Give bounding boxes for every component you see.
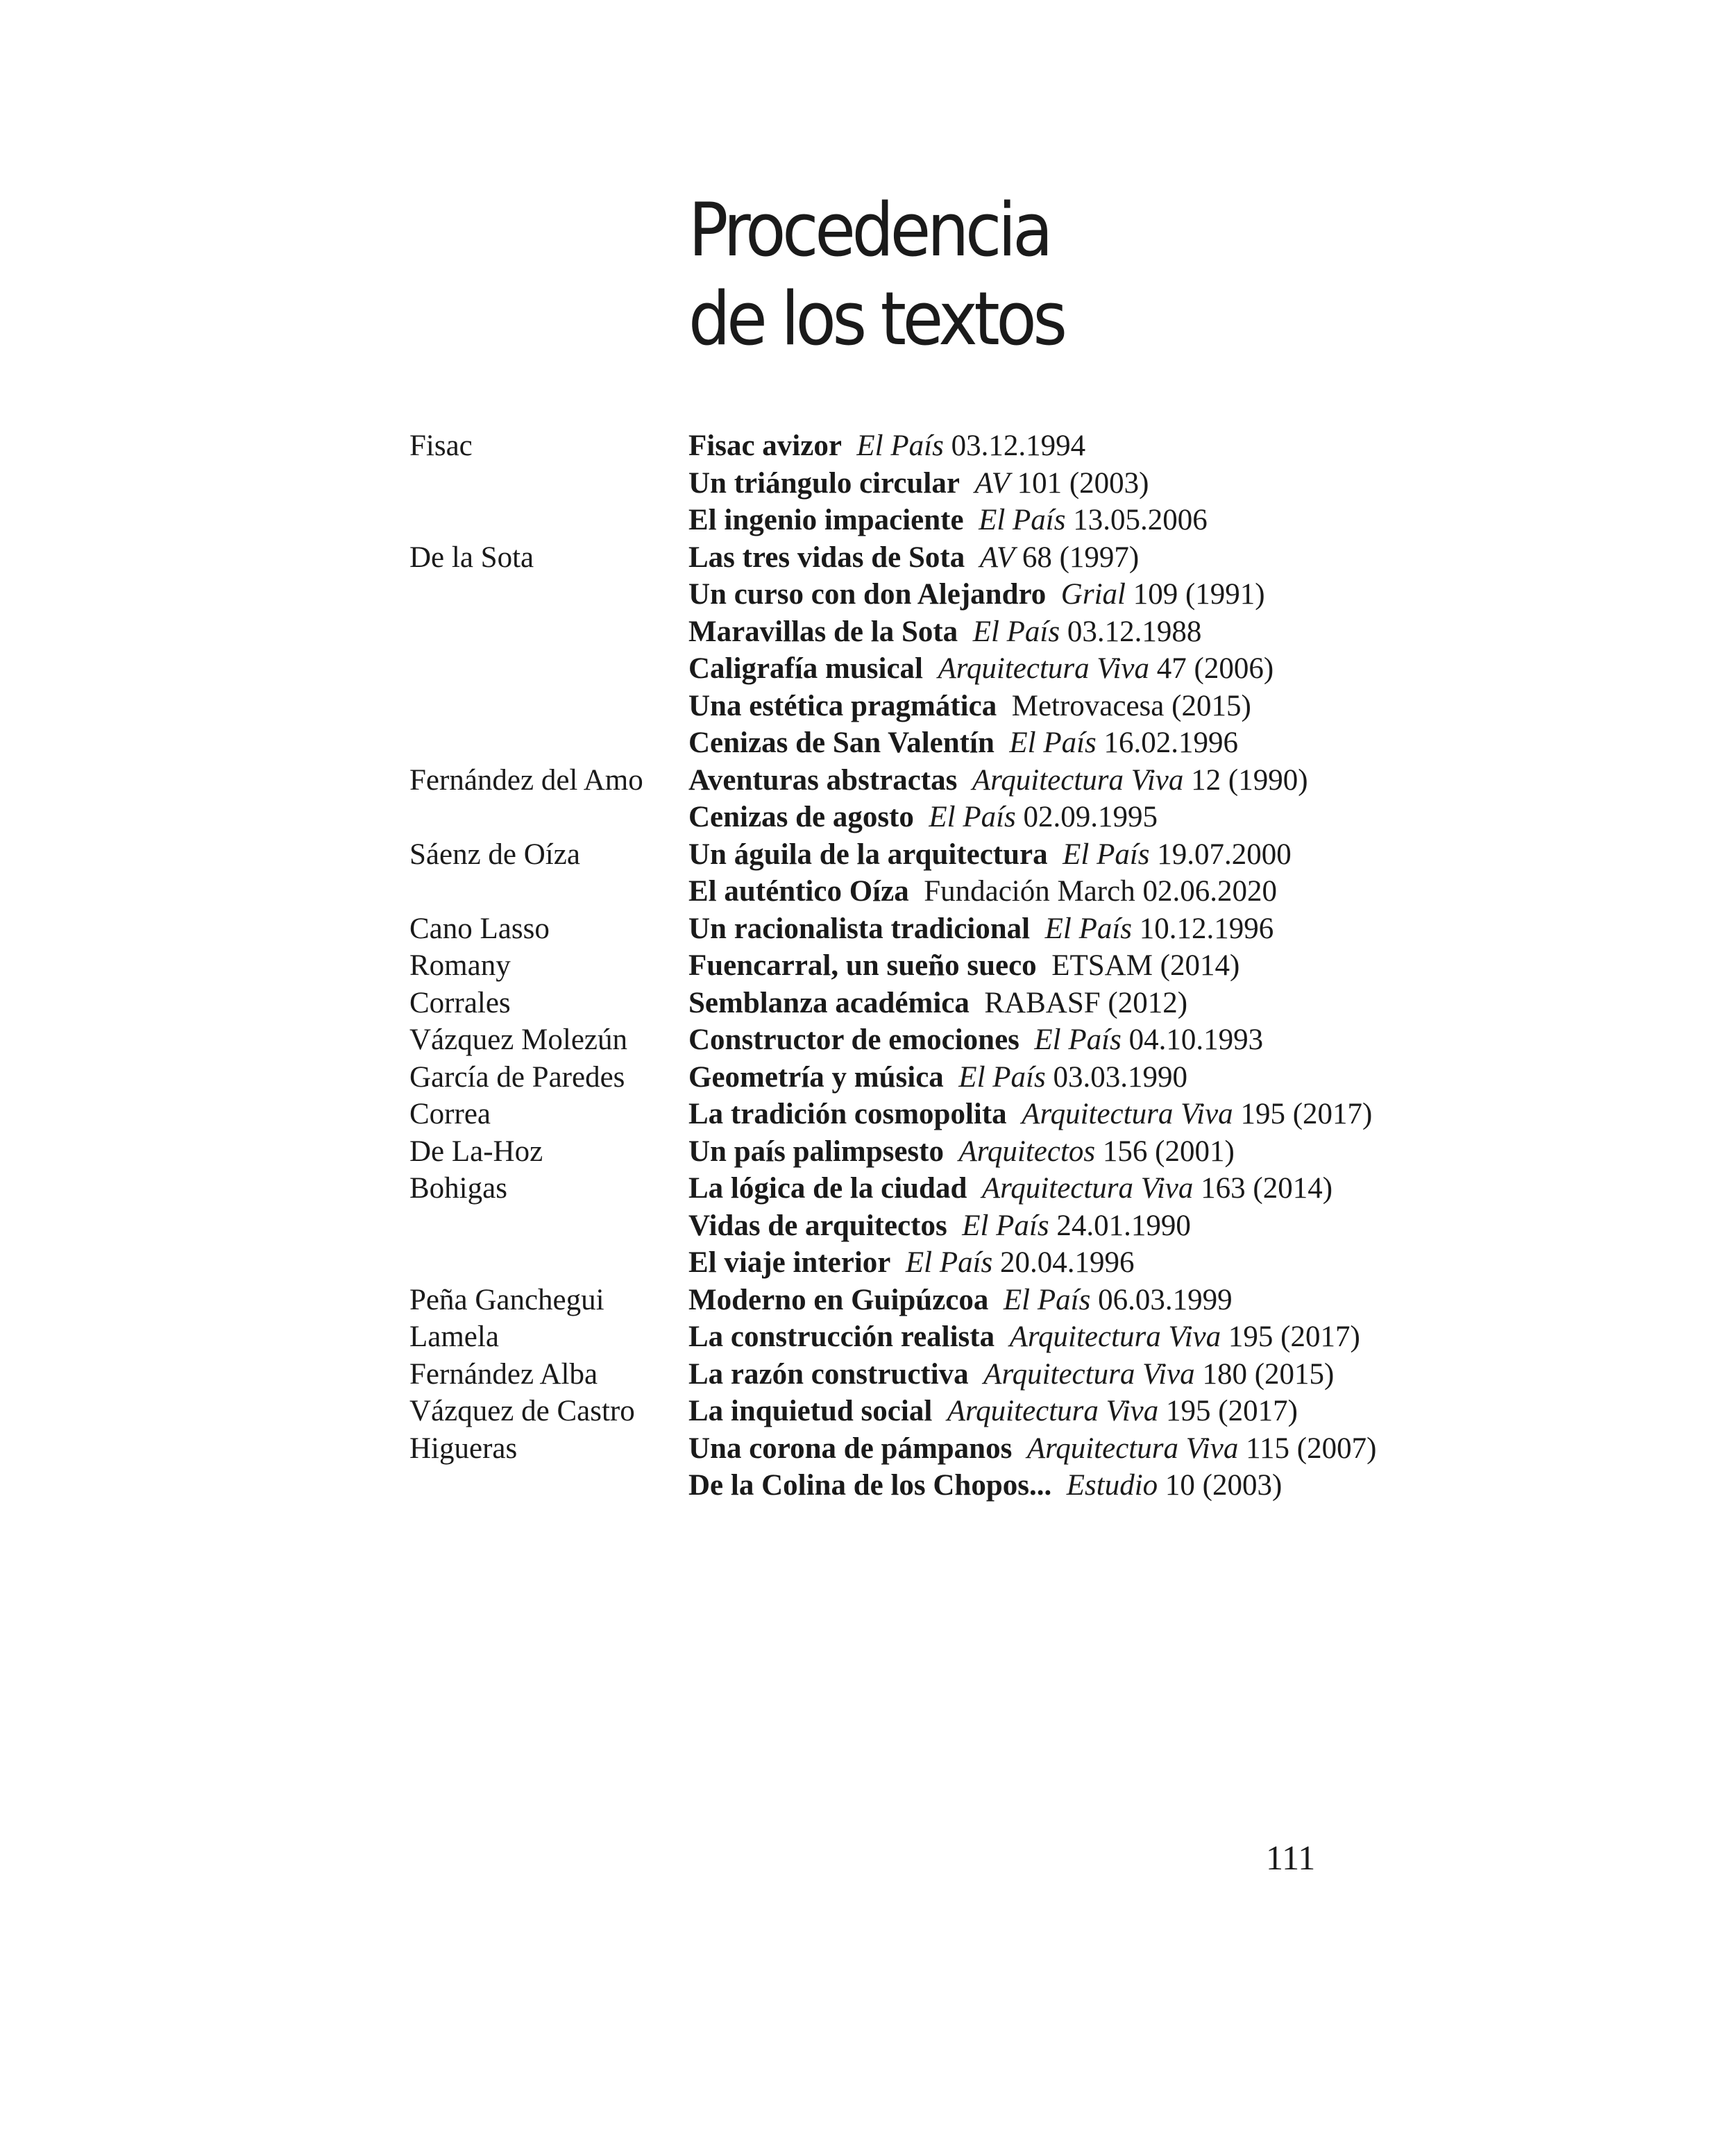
entry-title: Maravillas de la Sota bbox=[688, 615, 958, 648]
entry-detail: 109 (1991) bbox=[1133, 578, 1265, 611]
entry-author: Corrales bbox=[409, 986, 511, 1019]
entry-source: El País bbox=[856, 430, 944, 462]
entry-author: Cano Lasso bbox=[409, 912, 550, 945]
entry-work bbox=[688, 1133, 1416, 1171]
entry-work bbox=[688, 539, 1416, 577]
entry-source: El País bbox=[972, 615, 1060, 648]
entry-source: Arquitectura Viva bbox=[972, 763, 1184, 797]
entry-title: Un águila de la arquitectura bbox=[688, 838, 1048, 871]
entry-detail: 115 (2007) bbox=[1246, 1432, 1377, 1465]
entry-work bbox=[688, 1430, 1416, 1468]
entry-detail: 10 (2003) bbox=[1165, 1469, 1283, 1502]
entry-work bbox=[688, 910, 1416, 948]
entry-detail: 03.12.1988 bbox=[1067, 615, 1202, 648]
entry-work bbox=[688, 947, 1416, 985]
entry-source: El País bbox=[929, 801, 1016, 833]
entry-source: Arquitectura Viva bbox=[947, 1395, 1159, 1427]
entry-title: Semblanza académica bbox=[688, 986, 970, 1019]
entry-source: AV bbox=[974, 466, 1010, 500]
entry-source: AV bbox=[979, 541, 1015, 574]
entry-author bbox=[409, 799, 688, 836]
entry-source: Arquitectura Viva bbox=[981, 1172, 1194, 1205]
list-item bbox=[409, 1430, 1416, 1468]
entry-author: Fernández Alba bbox=[409, 1357, 598, 1391]
list-item bbox=[409, 1059, 1416, 1096]
entry-title: Cenizas de San Valentín bbox=[688, 727, 995, 759]
entry-work bbox=[688, 1021, 1416, 1059]
entry-author: Correa bbox=[409, 1098, 491, 1130]
entry-author bbox=[409, 1244, 688, 1282]
entry-title: Un racionalista tradicional bbox=[688, 912, 1031, 945]
sources-list bbox=[409, 427, 1416, 1504]
entry-source: El País bbox=[979, 504, 1066, 536]
entry-work bbox=[688, 1170, 1416, 1207]
entry-author bbox=[409, 613, 688, 651]
entry-detail: 101 (2003) bbox=[1017, 466, 1149, 500]
list-item bbox=[409, 576, 1416, 613]
entry-detail: 13.05.2006 bbox=[1073, 504, 1208, 536]
entry-title: Caligrafía musical bbox=[688, 652, 923, 685]
entry-author: García de Paredes bbox=[409, 1060, 625, 1094]
entry-author bbox=[409, 873, 688, 910]
entry-work bbox=[688, 1356, 1416, 1393]
entry-work bbox=[688, 1467, 1416, 1504]
entry-work bbox=[688, 873, 1416, 910]
list-item bbox=[409, 1318, 1416, 1356]
list-item bbox=[409, 1356, 1416, 1393]
entry-detail: 04.10.1993 bbox=[1128, 1024, 1264, 1056]
page-number: 111 bbox=[1266, 1838, 1316, 1877]
entry-title: Vidas de arquitectos bbox=[688, 1209, 947, 1242]
list-item bbox=[409, 799, 1416, 836]
entry-work bbox=[688, 688, 1416, 725]
entry-author bbox=[409, 465, 688, 502]
entry-title: La construcción realista bbox=[688, 1321, 995, 1353]
entry-title: Constructor de emociones bbox=[688, 1024, 1019, 1056]
list-item bbox=[409, 724, 1416, 762]
entry-source: El País bbox=[905, 1246, 993, 1279]
entry-title: La inquietud social bbox=[688, 1395, 933, 1427]
entry-work bbox=[688, 1207, 1416, 1245]
list-item bbox=[409, 1133, 1416, 1171]
list-item bbox=[409, 985, 1416, 1022]
entry-detail: 47 (2006) bbox=[1156, 652, 1274, 685]
entry-source: El País bbox=[1009, 727, 1097, 759]
list-item bbox=[409, 1170, 1416, 1207]
entry-detail: 163 (2014) bbox=[1201, 1172, 1333, 1205]
entry-detail: 19.07.2000 bbox=[1157, 838, 1292, 871]
entry-title: Un triángulo circular bbox=[688, 466, 960, 500]
entry-work bbox=[688, 1059, 1416, 1096]
list-item bbox=[409, 910, 1416, 948]
entry-work bbox=[688, 1282, 1416, 1319]
entry-work bbox=[688, 502, 1416, 539]
list-item bbox=[409, 1244, 1416, 1282]
entry-source: El País bbox=[962, 1209, 1049, 1242]
entry-detail: 156 (2001) bbox=[1102, 1135, 1235, 1168]
list-item bbox=[409, 836, 1416, 874]
entry-author: Bohigas bbox=[409, 1172, 507, 1205]
entry-author bbox=[409, 1467, 688, 1504]
entry-source: Estudio bbox=[1066, 1469, 1158, 1502]
entry-author: De La-Hoz bbox=[409, 1135, 543, 1168]
entry-work bbox=[688, 836, 1416, 874]
entry-title: La razón constructiva bbox=[688, 1357, 969, 1391]
list-item bbox=[409, 1282, 1416, 1319]
entry-source: El País bbox=[1044, 912, 1133, 945]
entry-detail: 10.12.1996 bbox=[1139, 912, 1274, 945]
entry-author: Peña Ganchegui bbox=[409, 1283, 604, 1316]
entry-author bbox=[409, 1207, 688, 1245]
entry-work bbox=[688, 799, 1416, 836]
entry-work bbox=[688, 1318, 1416, 1356]
page-title bbox=[688, 186, 1064, 364]
entry-detail: 03.03.1990 bbox=[1053, 1060, 1187, 1094]
list-item bbox=[409, 1207, 1416, 1245]
entry-work bbox=[688, 1244, 1416, 1282]
entry-detail: 180 (2015) bbox=[1202, 1357, 1335, 1391]
entry-detail: 195 (2017) bbox=[1240, 1098, 1373, 1130]
entry-detail: Fundación March 02.06.2020 bbox=[924, 875, 1277, 908]
entry-work bbox=[688, 724, 1416, 762]
entry-detail: 02.09.1995 bbox=[1023, 801, 1158, 833]
list-item bbox=[409, 1096, 1416, 1133]
entry-source: El País bbox=[1003, 1283, 1091, 1316]
entry-work bbox=[688, 427, 1416, 465]
entry-author bbox=[409, 502, 688, 539]
entry-source: Grial bbox=[1060, 578, 1126, 611]
entry-title: Cenizas de agosto bbox=[688, 801, 914, 833]
entry-title: El ingenio impaciente bbox=[688, 504, 964, 536]
entry-source: Arquitectos bbox=[958, 1135, 1096, 1168]
list-item bbox=[409, 465, 1416, 502]
entry-work bbox=[688, 613, 1416, 651]
entry-title: Un curso con don Alejandro bbox=[688, 578, 1047, 611]
entry-author bbox=[409, 688, 688, 725]
list-item bbox=[409, 502, 1416, 539]
entry-source: Arquitectura Viva bbox=[1026, 1432, 1239, 1465]
entry-title: Aventuras abstractas bbox=[688, 763, 958, 797]
entry-title: La lógica de la ciudad bbox=[688, 1172, 967, 1205]
entry-work bbox=[688, 762, 1416, 799]
entry-author: De la Sota bbox=[409, 541, 534, 574]
entry-detail: 195 (2017) bbox=[1166, 1395, 1298, 1427]
entry-detail: 16.02.1996 bbox=[1103, 727, 1239, 759]
entry-work bbox=[688, 576, 1416, 613]
entry-author: Vázquez Molezún bbox=[409, 1024, 627, 1056]
entry-title: Fuencarral, un sueño sueco bbox=[688, 949, 1037, 982]
entry-work bbox=[688, 465, 1416, 502]
entry-title: Moderno en Guipúzcoa bbox=[688, 1283, 989, 1316]
entry-title: El viaje interior bbox=[688, 1246, 891, 1279]
entry-detail: RABASF (2012) bbox=[984, 986, 1188, 1019]
entry-source: Arquitectura Viva bbox=[1022, 1098, 1233, 1130]
entry-title: Una corona de pámpanos bbox=[688, 1432, 1013, 1465]
list-item bbox=[409, 539, 1416, 577]
list-item bbox=[409, 427, 1416, 465]
entry-author bbox=[409, 650, 688, 688]
entry-work bbox=[688, 1096, 1416, 1133]
entry-work bbox=[688, 650, 1416, 688]
entry-title: Fisac avizor bbox=[688, 430, 842, 462]
list-item bbox=[409, 688, 1416, 725]
entry-detail: 195 (2017) bbox=[1228, 1321, 1360, 1353]
entry-detail: 24.01.1990 bbox=[1056, 1209, 1191, 1242]
entry-source: El País bbox=[1063, 838, 1150, 871]
entry-detail: 12 (1990) bbox=[1191, 763, 1308, 797]
entry-title: Las tres vidas de Sota bbox=[688, 541, 965, 574]
entry-author: Higueras bbox=[409, 1432, 518, 1465]
list-item bbox=[409, 1467, 1416, 1504]
entry-detail: 03.12.1994 bbox=[951, 430, 1086, 462]
entry-source: Arquitectura Viva bbox=[983, 1357, 1195, 1391]
entry-detail: ETSAM (2014) bbox=[1051, 949, 1240, 982]
entry-detail: 20.04.1996 bbox=[1000, 1246, 1135, 1279]
entry-title: De la Colina de los Chopos... bbox=[688, 1469, 1052, 1502]
entry-author bbox=[409, 576, 688, 613]
entry-source: El País bbox=[1034, 1024, 1122, 1056]
entry-detail: 68 (1997) bbox=[1022, 541, 1140, 574]
list-item bbox=[409, 650, 1416, 688]
entry-author: Fernández del Amo bbox=[409, 763, 643, 797]
entry-author: Sáenz de Oíza bbox=[409, 838, 580, 871]
entry-author bbox=[409, 724, 688, 762]
entry-work bbox=[688, 1393, 1416, 1430]
entry-title: El auténtico Oíza bbox=[688, 875, 909, 908]
entry-author: Vázquez de Castro bbox=[409, 1395, 635, 1427]
entry-work bbox=[688, 985, 1416, 1022]
entry-detail: 06.03.1999 bbox=[1098, 1283, 1233, 1316]
entry-author: Romany bbox=[409, 949, 511, 982]
entry-detail: Metrovacesa (2015) bbox=[1011, 689, 1251, 722]
list-item bbox=[409, 613, 1416, 651]
entry-title: Una estética pragmática bbox=[688, 689, 997, 722]
page-title-line-1: Procedencia bbox=[688, 187, 1050, 273]
entry-title: La tradición cosmopolita bbox=[688, 1098, 1007, 1130]
entry-source: Arquitectura Viva bbox=[1009, 1321, 1221, 1353]
list-item bbox=[409, 873, 1416, 910]
list-item bbox=[409, 1021, 1416, 1059]
list-item bbox=[409, 1393, 1416, 1430]
entry-author: Lamela bbox=[409, 1321, 499, 1353]
page-title-line-2: de los textos bbox=[688, 276, 1064, 362]
list-item bbox=[409, 947, 1416, 985]
entry-title: Un país palimpsesto bbox=[688, 1135, 944, 1168]
entry-title: Geometría y música bbox=[688, 1060, 944, 1094]
entry-author: Fisac bbox=[409, 430, 473, 462]
entry-source: Arquitectura Viva bbox=[938, 652, 1150, 685]
list-item bbox=[409, 762, 1416, 799]
entry-source: El País bbox=[958, 1060, 1046, 1094]
